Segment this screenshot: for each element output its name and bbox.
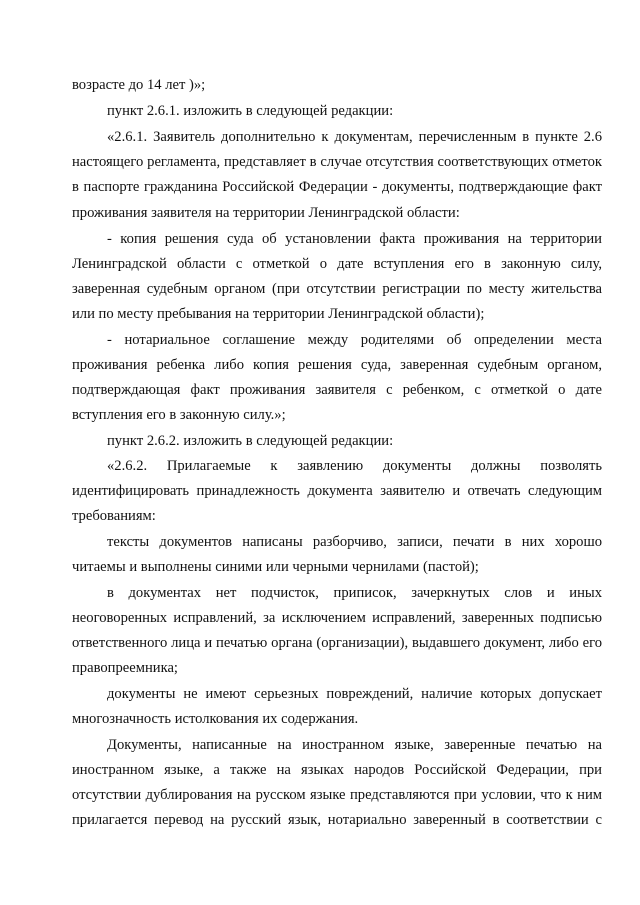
text-line: вступления его в законную силу.»; [72,407,286,423]
text-line: тексты документов написаны разборчиво, записи, печати в них хорошо [107,534,602,550]
text-line: заверенная судебным органом (при отсутствии регистрации по месту жительства [72,281,602,297]
text-line: - нотариальное соглашение между родителями об определении места [107,332,602,348]
text-line: в документах нет подчисток, приписок, зачеркнутых слов и иных [107,585,602,601]
text-line: документы не имеют серьезных повреждений, наличие которых допускает [107,686,602,702]
text-line: пункт 2.6.1. изложить в следующей редакции: [107,103,394,119]
text-line: Документы, написанные на иностранном языке, заверенные печатью на [107,737,602,753]
text-line: прилагается перевод на русский язык, нотариально заверенный в соответствии с [72,812,602,828]
text-line: ответственного лица и печатью органа (организации), выдавшего документ, либо его [72,635,602,651]
text-line: читаемы и выполнены синими или черными чернилами (пастой); [72,559,479,575]
text-line: проживания заявителя на территории Ленинградской области: [72,205,460,221]
text-line: проживания ребенка либо копия решения суда, заверенная судебным органом, [72,357,602,373]
text-line: или по месту пребывания на территории Ленинградской области); [72,306,485,322]
text-line: Ленинградской области с отметкой о дате вступления его в законную силу, [72,256,602,272]
text-line: многозначность истолкования их содержания. [72,711,359,727]
text-line: пункт 2.6.2. изложить в следующей редакции: [107,433,394,449]
text-line: иностранном языке, а также на языках народов Российской Федерации, при [72,762,602,778]
text-line: «2.6.2. Прилагаемые к заявлению документы должны позволять [107,458,602,474]
text-line: «2.6.1. Заявитель дополнительно к документам, перечисленным в пункте 2.6 [107,129,602,145]
text-line: отсутствии дублирования на русском языке представляются при условии, что к ним [72,787,602,803]
text-line: возрасте до 14 лет )»; [72,77,206,93]
text-line: в паспорте гражданина Российской Федерации - документы, подтверждающие факт [72,179,602,195]
text-line: требованиям: [72,508,156,524]
text-line: неоговоренных исправлений, за исключением исправлений, заверенных подписью [72,610,602,626]
text-line: правопреемника; [72,660,178,676]
text-line: - копия решения суда об установлении факта проживания на территории [107,231,602,247]
text-line: подтверждающая факт проживания заявителя с ребенком, с отметкой о дате [72,382,602,398]
text-line: идентифицировать принадлежность документа заявителю и отвечать следующим [72,483,602,499]
text-line: настоящего регламента, представляет в случае отсутствия соответствующих отметок [72,154,602,170]
